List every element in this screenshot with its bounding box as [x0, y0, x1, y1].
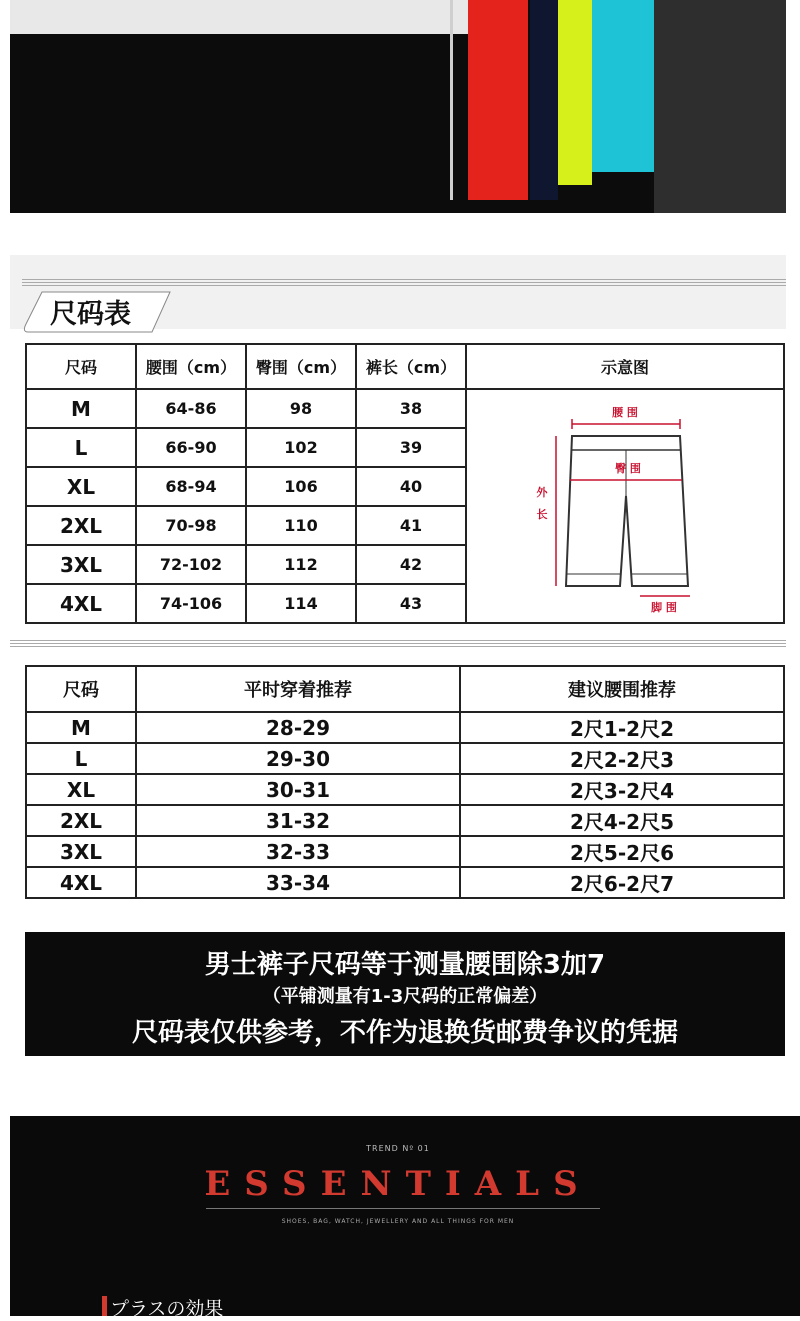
size-cell: M — [26, 712, 136, 743]
product-photo — [10, 0, 786, 213]
size-chart-tag — [22, 290, 172, 334]
usual-cell: 33-34 — [136, 867, 460, 898]
size-cell: L — [26, 743, 136, 774]
length-cell: 43 — [356, 584, 466, 623]
hip-cell: 102 — [246, 428, 356, 467]
col-waist: 腰围（cm） — [136, 344, 246, 389]
waist-cell: 64-86 — [136, 389, 246, 428]
col-hip: 臀围（cm） — [246, 344, 356, 389]
table-row — [26, 774, 784, 805]
hem-label: 脚 围 — [651, 601, 677, 614]
length-cell: 39 — [356, 428, 466, 467]
waist-cell: 70-98 — [136, 506, 246, 545]
shorts-diagram — [466, 389, 784, 623]
red-shorts — [468, 0, 528, 200]
waist-suggest-cell: 2尺6-2尺7 — [460, 867, 784, 898]
waist-cell: 68-94 — [136, 467, 246, 506]
note-line-1: 男士裤子尺码等于测量腰围除3加7 — [204, 950, 606, 980]
waist-suggest-cell: 2尺1-2尺2 — [460, 712, 784, 743]
col-length: 裤长（cm） — [356, 344, 466, 389]
length-cell: 42 — [356, 545, 466, 584]
trend-label: TREND Nº 01 — [366, 1144, 430, 1153]
size-cell: 3XL — [26, 836, 136, 867]
white-garment — [10, 0, 480, 34]
header-lines — [22, 279, 786, 287]
waist-suggest-cell: 2尺5-2尺6 — [460, 836, 784, 867]
col-diagram: 示意图 — [466, 344, 784, 389]
outer-label-2: 长 — [536, 508, 548, 521]
usual-cell: 31-32 — [136, 805, 460, 836]
hip-cell: 106 — [246, 467, 356, 506]
outer-label-1: 外 — [536, 486, 548, 499]
size-recommendation-table — [25, 665, 785, 899]
table-row — [26, 389, 784, 428]
note-line-2: （平铺测量有1-3尺码的正常偏差） — [262, 986, 548, 1007]
waist-cell: 74-106 — [136, 584, 246, 623]
photo-background — [654, 0, 786, 213]
note-line-3: 尺码表仅供参考，不作为退换货邮费争议的凭据 — [131, 1018, 678, 1048]
table-row — [26, 743, 784, 774]
hip-cell: 112 — [246, 545, 356, 584]
section-divider — [10, 640, 786, 648]
lime-shorts — [558, 0, 592, 185]
usual-cell: 32-33 — [136, 836, 460, 867]
table-header-row — [26, 344, 784, 389]
size-cell: L — [26, 428, 136, 467]
shorts-diagram-svg — [530, 396, 720, 616]
size-cell: 4XL — [26, 584, 136, 623]
section-marker — [102, 1296, 107, 1316]
table-row — [26, 712, 784, 743]
col-usual: 平时穿着推荐 — [136, 666, 460, 712]
length-cell: 41 — [356, 506, 466, 545]
essentials-title: ESSENTIALS — [204, 1164, 592, 1204]
col-size: 尺码 — [26, 344, 136, 389]
length-cell: 40 — [356, 467, 466, 506]
size-cell: 2XL — [26, 805, 136, 836]
table-row — [26, 867, 784, 898]
title-rule — [206, 1208, 600, 1209]
size-cell: XL — [26, 774, 136, 805]
waist-suggest-cell: 2尺2-2尺3 — [460, 743, 784, 774]
size-measurement-table — [25, 343, 785, 624]
seam-line — [450, 0, 453, 200]
waist-cell: 72-102 — [136, 545, 246, 584]
size-cell: M — [26, 389, 136, 428]
table-row — [26, 805, 784, 836]
size-chart-title: 尺码表 — [50, 299, 131, 330]
col-size: 尺码 — [26, 666, 136, 712]
hip-cell: 98 — [246, 389, 356, 428]
hip-cell: 110 — [246, 506, 356, 545]
usual-cell: 30-31 — [136, 774, 460, 805]
essentials-banner — [10, 1116, 800, 1320]
col-waist-suggest: 建议腰围推荐 — [460, 666, 784, 712]
hip-cell: 114 — [246, 584, 356, 623]
navy-shorts — [530, 0, 558, 200]
size-cell: 2XL — [26, 506, 136, 545]
size-cell: XL — [26, 467, 136, 506]
waist-label: 腰 围 — [612, 406, 638, 419]
hip-label: 臀 围 — [615, 462, 641, 475]
usual-cell: 29-30 — [136, 743, 460, 774]
table-row — [26, 836, 784, 867]
essentials-subtitle: SHOES, BAG, WATCH, JEWELLERY AND ALL THINGS FOR MEN — [281, 1218, 515, 1225]
waist-cell: 66-90 — [136, 428, 246, 467]
table-header-row — [26, 666, 784, 712]
waist-suggest-cell: 2尺3-2尺4 — [460, 774, 784, 805]
cyan-shorts — [592, 0, 654, 172]
length-cell: 38 — [356, 389, 466, 428]
waist-suggest-cell: 2尺4-2尺5 — [460, 805, 784, 836]
sizing-note — [25, 932, 785, 1056]
size-cell: 4XL — [26, 867, 136, 898]
shorts-outline — [566, 436, 688, 586]
usual-cell: 28-29 — [136, 712, 460, 743]
section-heading: プラスの効果 — [110, 1298, 224, 1320]
size-cell: 3XL — [26, 545, 136, 584]
